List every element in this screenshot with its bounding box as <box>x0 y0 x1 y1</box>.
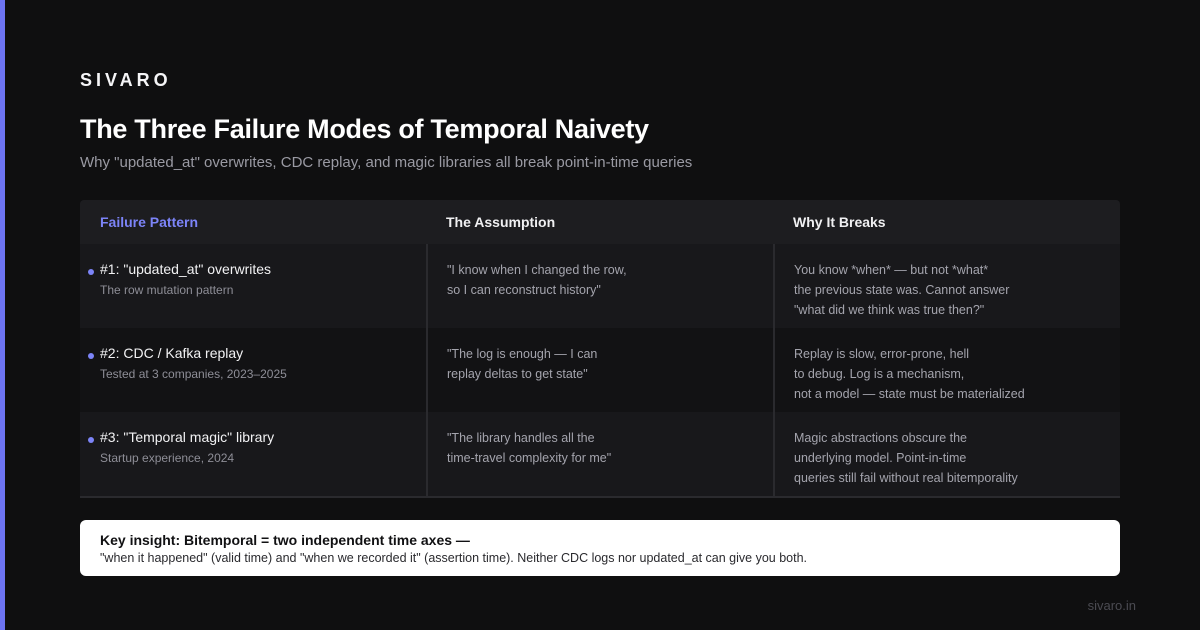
pattern-cell <box>80 412 426 496</box>
table-row <box>80 244 1120 328</box>
table-row <box>80 412 1120 496</box>
header-failure-pattern: Failure Pattern <box>100 214 199 230</box>
bullet-dot-icon <box>88 437 94 443</box>
accent-bar <box>0 0 5 630</box>
breaks-line: "what did we think was true then?" <box>794 303 985 317</box>
breaks-line: to debug. Log is a mechanism, <box>794 367 965 381</box>
breaks-cell <box>773 412 1120 496</box>
assumption-line: "The log is enough — I can <box>447 347 598 361</box>
breaks-line: underlying model. Point-in-time <box>794 451 967 465</box>
assumption-line: so I can reconstruct history" <box>447 283 601 297</box>
assumption-cell <box>426 412 773 496</box>
breaks-line: the previous state was. Cannot answer <box>794 283 1010 297</box>
page-title: The Three Failure Modes of Temporal Naivety <box>80 114 649 144</box>
pattern-meta: Tested at 3 companies, 2023–2025 <box>100 367 287 381</box>
pattern-meta: The row mutation pattern <box>100 283 234 297</box>
pattern-name: #3: "Temporal magic" library <box>100 429 275 445</box>
breaks-line: queries still fail without real bitemporality <box>794 471 1018 485</box>
header-why-it-breaks: Why It Breaks <box>793 214 886 230</box>
page-subtitle: Why "updated_at" overwrites, CDC replay, and magic libraries all break point-in-time queries <box>80 154 693 171</box>
pattern-cell <box>80 328 426 412</box>
pattern-name: #1: "updated_at" overwrites <box>100 261 272 277</box>
insight-title: Key insight: Bitemporal = two independent time axes — <box>100 532 470 548</box>
breaks-line: Magic abstractions obscure the <box>794 431 968 445</box>
bullet-dot-icon <box>88 269 94 275</box>
brand-logo: SIVARO <box>80 70 172 90</box>
failure-table <box>80 200 1120 498</box>
bullet-dot-icon <box>88 353 94 359</box>
assumption-line: "The library handles all the <box>447 431 595 445</box>
assumption-line: "I know when I changed the row, <box>447 263 627 277</box>
pattern-name: #2: CDC / Kafka replay <box>100 345 244 361</box>
key-insight-box <box>80 520 1120 576</box>
footer-domain: sivaro.in <box>1087 598 1136 613</box>
insight-body: "when it happened" (valid time) and "when we recorded it" (assertion time). Neither CDC logs nor updated_at can give you both. <box>100 551 808 565</box>
breaks-cell <box>773 328 1120 412</box>
breaks-cell <box>773 244 1120 328</box>
breaks-line: not a model — state must be materialized <box>794 387 1025 401</box>
breaks-line: Replay is slow, error-prone, hell <box>794 347 970 361</box>
assumption-cell <box>426 244 773 328</box>
table-row <box>80 328 1120 412</box>
assumption-line: time-travel complexity for me" <box>447 451 612 465</box>
pattern-meta: Startup experience, 2024 <box>100 451 235 465</box>
breaks-line: You know *when* — but not *what* <box>794 263 989 277</box>
assumption-line: replay deltas to get state" <box>447 367 588 381</box>
assumption-cell <box>426 328 773 412</box>
pattern-cell <box>80 244 426 328</box>
header-assumption: The Assumption <box>446 214 556 230</box>
table-header <box>80 200 1120 244</box>
